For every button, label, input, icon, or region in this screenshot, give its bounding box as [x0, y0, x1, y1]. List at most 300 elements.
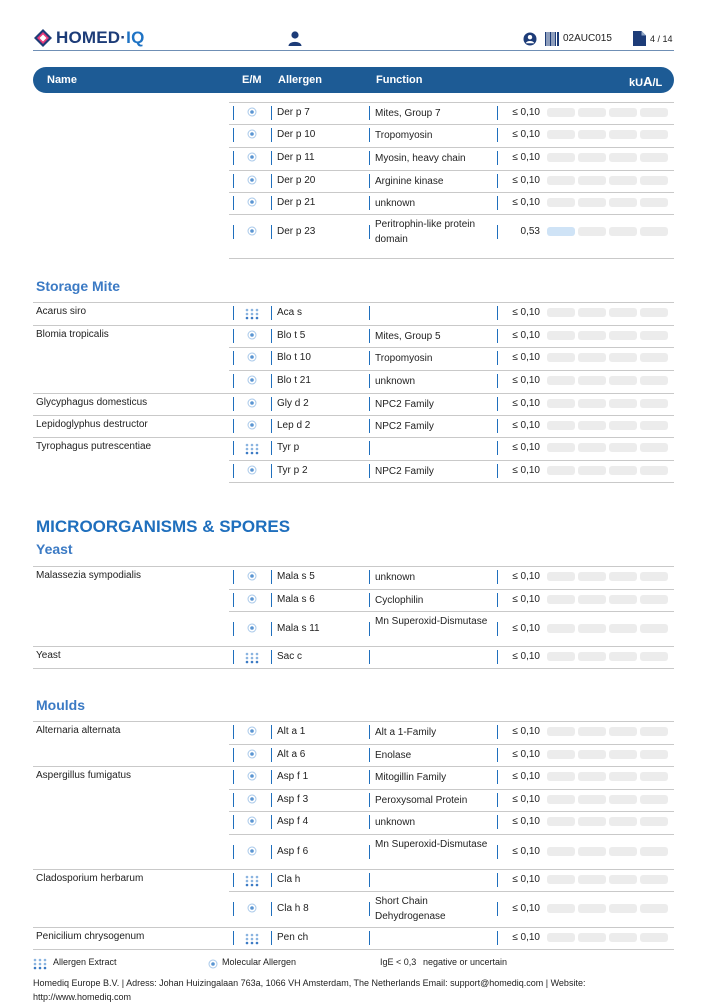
molecular-allergen-icon [247, 352, 257, 362]
row-divider [229, 347, 674, 348]
ige-value: ≤ 0,10 [512, 651, 540, 662]
patient-id: 02AUC015 [563, 33, 612, 44]
level-box [547, 153, 575, 162]
ige-value: ≤ 0,10 [512, 623, 540, 634]
group-end-divider [229, 482, 674, 483]
table-row [0, 192, 707, 214]
allergen-function: unknown [375, 198, 416, 209]
cell-divider [369, 419, 370, 433]
cell-divider [271, 397, 272, 411]
level-indicator [547, 353, 668, 362]
allergen-function: NPC2 Family [375, 421, 434, 432]
col-name: Name [47, 74, 77, 86]
molecular-allergen-icon [247, 398, 257, 408]
cell-divider [233, 225, 234, 239]
ige-value: ≤ 0,10 [512, 749, 540, 760]
level-indicator [547, 795, 668, 804]
level-box [547, 399, 575, 408]
level-box [578, 466, 606, 475]
allergen-code: Cla h [277, 874, 301, 885]
level-box [547, 308, 575, 317]
allergen-code: Aca s [277, 307, 303, 318]
cell-divider [271, 351, 272, 365]
table-row [0, 437, 707, 459]
column-header-bar [33, 67, 674, 93]
level-indicator [547, 933, 668, 942]
level-indicator [547, 624, 668, 633]
row-divider [33, 415, 674, 416]
cell-divider [233, 902, 234, 916]
level-indicator [547, 595, 668, 604]
ige-value: 0,53 [520, 226, 540, 237]
row-divider [229, 214, 674, 215]
level-indicator [547, 376, 668, 385]
cell-divider [233, 815, 234, 829]
allergen-function: unknown [375, 376, 416, 387]
level-box [609, 817, 637, 826]
table-row [0, 370, 707, 392]
row-divider [229, 124, 674, 125]
level-box [640, 421, 668, 430]
logo-mark-icon [33, 28, 53, 48]
molecular-allergen-icon [247, 571, 257, 581]
level-box [578, 153, 606, 162]
level-box [578, 624, 606, 633]
level-box [578, 399, 606, 408]
molecular-allergen-icon [247, 794, 257, 804]
allergen-function: Mn Superoxid-Dismutase [375, 616, 488, 627]
level-indicator [547, 750, 668, 759]
group-end-divider [33, 668, 674, 669]
level-box [547, 727, 575, 736]
level-box [609, 933, 637, 942]
cell-divider [369, 464, 370, 478]
allergen-code: Mala s 11 [277, 623, 320, 634]
cell-divider [369, 106, 370, 120]
level-box [640, 817, 668, 826]
table-row [0, 415, 707, 437]
cell-divider [271, 151, 272, 165]
level-box [547, 772, 575, 781]
cell-divider [271, 593, 272, 607]
homediq-logo [33, 28, 145, 48]
cell-divider [271, 931, 272, 945]
molecular-allergen-icon [247, 420, 257, 430]
level-box [609, 875, 637, 884]
level-box [609, 308, 637, 317]
table-row [0, 811, 707, 833]
level-box [547, 652, 575, 661]
level-indicator [547, 466, 668, 475]
allergen-function: Arginine kinase [375, 176, 444, 187]
row-divider [229, 370, 674, 371]
level-box [640, 466, 668, 475]
ige-value: ≤ 0,10 [512, 307, 540, 318]
cell-divider [271, 793, 272, 807]
level-indicator [547, 421, 668, 430]
molecular-allergen-icon [247, 771, 257, 781]
row-divider [229, 102, 674, 103]
molecular-allergen-icon [247, 330, 257, 340]
level-box [547, 933, 575, 942]
level-box [609, 227, 637, 236]
row-divider [33, 566, 674, 567]
level-indicator [547, 153, 668, 162]
allergen-code: Der p 11 [277, 152, 315, 163]
source-name: Yeast [36, 650, 61, 661]
table-row [0, 325, 707, 347]
allergen-function: Tropomyosin [375, 353, 433, 364]
row-divider [229, 744, 674, 745]
cell-divider [233, 196, 234, 210]
molecular-allergen-icon [247, 226, 257, 236]
level-box [640, 176, 668, 185]
level-box [578, 875, 606, 884]
level-box [640, 198, 668, 207]
legend-negative: negative or uncertain [423, 957, 508, 967]
level-indicator [547, 847, 668, 856]
level-box [609, 353, 637, 362]
level-box [640, 331, 668, 340]
level-box [640, 572, 668, 581]
ige-value: ≤ 0,10 [512, 816, 540, 827]
table-row [0, 589, 707, 611]
allergen-extract-icon [245, 933, 259, 945]
cell-divider [233, 650, 234, 664]
cell-divider [369, 622, 370, 636]
ige-value: ≤ 0,10 [512, 197, 540, 208]
table-row [0, 611, 707, 647]
level-indicator [547, 904, 668, 913]
ige-value: ≤ 0,10 [512, 175, 540, 186]
ige-value: ≤ 0,10 [512, 107, 540, 118]
molecular-allergen-icon [247, 816, 257, 826]
level-box [578, 376, 606, 385]
cell-divider [271, 225, 272, 239]
allergen-function: unknown [375, 817, 416, 828]
allergen-function: Enolase [375, 750, 412, 761]
source-name: Acarus siro [36, 306, 87, 317]
level-box [640, 727, 668, 736]
level-indicator [547, 399, 668, 408]
level-box [578, 130, 606, 139]
cell-divider [271, 748, 272, 762]
level-indicator [547, 817, 668, 826]
allergen-code: Gly d 2 [277, 398, 309, 409]
allergen-code: Cla h 8 [277, 903, 309, 914]
ige-value: ≤ 0,10 [512, 903, 540, 914]
cell-divider [369, 374, 370, 388]
allergen-function: Cyclophilin [375, 595, 424, 606]
level-box [609, 624, 637, 633]
level-box [578, 176, 606, 185]
level-box [640, 624, 668, 633]
level-box [609, 595, 637, 604]
page-footer: Homediq Europe B.V. | Adress: Johan Huizingalaan 763a, 1066 VH Amsterdam, The Netherlands Email: support@homediq.com | Website: http://www.homediq.com [33, 978, 586, 1002]
ige-value: ≤ 0,10 [512, 465, 540, 476]
row-divider [33, 393, 674, 394]
level-box [640, 875, 668, 884]
level-box [609, 176, 637, 185]
level-box [547, 130, 575, 139]
source-name: Blomia tropicalis [36, 329, 109, 340]
cell-divider [369, 793, 370, 807]
cell-divider [233, 351, 234, 365]
cell-divider [271, 306, 272, 320]
level-indicator [547, 176, 668, 185]
table-row [0, 646, 707, 668]
row-divider [33, 721, 674, 722]
legend-extract: Allergen Extract [53, 957, 117, 967]
cell-divider [271, 902, 272, 916]
allergen-function: Myosin, heavy chain [375, 153, 466, 164]
level-box [578, 652, 606, 661]
level-box [547, 227, 575, 236]
level-indicator [547, 443, 668, 452]
source-name: Aspergillus fumigatus [36, 770, 132, 781]
level-box [547, 466, 575, 475]
row-divider [229, 147, 674, 148]
cell-divider [233, 725, 234, 739]
level-box [640, 750, 668, 759]
row-divider [33, 646, 674, 647]
level-box [578, 817, 606, 826]
allergen-code: Mala s 5 [277, 571, 315, 582]
level-box [547, 795, 575, 804]
row-divider [33, 927, 674, 928]
cell-divider [271, 419, 272, 433]
ige-value: ≤ 0,10 [512, 571, 540, 582]
level-box [609, 772, 637, 781]
user-icon [288, 31, 302, 46]
molecular-allergen-icon [247, 594, 257, 604]
table-row [0, 124, 707, 146]
level-indicator [547, 331, 668, 340]
col-em: E/M [242, 74, 262, 86]
row-divider [229, 170, 674, 171]
level-box [609, 847, 637, 856]
row-divider [33, 437, 674, 438]
allergen-code: Der p 20 [277, 175, 316, 186]
cell-divider [271, 128, 272, 142]
table-row [0, 566, 707, 588]
allergen-code: Der p 10 [277, 129, 316, 140]
level-indicator [547, 572, 668, 581]
level-box [578, 353, 606, 362]
cell-divider [233, 770, 234, 784]
level-box [609, 130, 637, 139]
allergen-function: Peritrophin-like protein domain [375, 219, 476, 245]
molecular-allergen-icon [247, 129, 257, 139]
level-box [640, 153, 668, 162]
level-box [547, 817, 575, 826]
table-row [0, 302, 707, 324]
section-storage-mite: Storage Mite [36, 278, 121, 294]
molecular-allergen-icon [247, 375, 257, 385]
logo-text-iq: IQ [126, 28, 145, 47]
cell-divider [233, 151, 234, 165]
ige-value: ≤ 0,10 [512, 846, 540, 857]
allergen-code: Alt a 1 [277, 726, 306, 737]
level-box [578, 795, 606, 804]
ige-value: ≤ 0,10 [512, 352, 540, 363]
cell-divider [233, 397, 234, 411]
level-box [640, 795, 668, 804]
level-box [578, 308, 606, 317]
molecular-allergen-icon [247, 749, 257, 759]
account-circle-icon [523, 32, 537, 46]
level-box [547, 176, 575, 185]
level-box [640, 353, 668, 362]
level-box [640, 933, 668, 942]
allergen-code: Alt a 6 [277, 749, 306, 760]
cell-divider [233, 931, 234, 945]
cell-divider [271, 650, 272, 664]
source-name: Tyrophagus putrescentiae [36, 441, 152, 452]
cell-divider [369, 725, 370, 739]
cell-divider [271, 873, 272, 887]
cell-divider [369, 196, 370, 210]
allergen-function: NPC2 Family [375, 466, 434, 477]
cell-divider [233, 622, 234, 636]
page-header [0, 0, 707, 50]
cell-divider [271, 770, 272, 784]
row-divider [229, 611, 674, 612]
ige-value: ≤ 0,10 [512, 932, 540, 943]
cell-divider [233, 128, 234, 142]
cell-divider [369, 815, 370, 829]
molecular-allergen-icon [247, 846, 257, 856]
cell-divider [271, 725, 272, 739]
cell-divider [233, 329, 234, 343]
cell-divider [271, 622, 272, 636]
allergen-function: Tropomyosin [375, 130, 433, 141]
cell-divider [233, 106, 234, 120]
cell-divider [369, 174, 370, 188]
ige-value: ≤ 0,10 [512, 771, 540, 782]
ige-value: ≤ 0,10 [512, 794, 540, 805]
level-box [609, 652, 637, 661]
page-number: 4 / 14 [650, 34, 673, 44]
source-name: Glycyphagus domesticus [36, 397, 148, 408]
row-divider [33, 869, 674, 870]
level-box [609, 108, 637, 117]
cell-divider [271, 845, 272, 859]
row-divider [229, 192, 674, 193]
ige-value: ≤ 0,10 [512, 152, 540, 163]
source-name: Penicilium chrysogenum [36, 931, 145, 942]
section-moulds: Moulds [36, 697, 85, 713]
cell-divider [369, 351, 370, 365]
row-divider [229, 811, 674, 812]
level-box [578, 595, 606, 604]
allergen-code: Der p 7 [277, 107, 310, 118]
allergen-code: Blo t 21 [277, 375, 311, 386]
level-box [609, 331, 637, 340]
level-box [640, 130, 668, 139]
allergen-code: Asp f 3 [277, 794, 309, 805]
level-box [547, 875, 575, 884]
row-divider [229, 834, 674, 835]
cell-divider [233, 441, 234, 455]
level-indicator [547, 727, 668, 736]
level-indicator [547, 227, 668, 236]
level-box [578, 750, 606, 759]
cell-divider [271, 464, 272, 478]
ige-value: ≤ 0,10 [512, 375, 540, 386]
level-box [640, 772, 668, 781]
level-box [578, 572, 606, 581]
level-box [640, 904, 668, 913]
source-name: Lepidoglyphus destructor [36, 419, 148, 430]
level-indicator [547, 875, 668, 884]
level-box [609, 466, 637, 475]
cell-divider [369, 151, 370, 165]
allergen-function: Mitogillin Family [375, 772, 447, 783]
level-box [578, 108, 606, 117]
level-box [609, 443, 637, 452]
cell-divider [271, 106, 272, 120]
allergen-extract-icon [33, 958, 47, 970]
level-box [578, 227, 606, 236]
level-box [578, 421, 606, 430]
level-box [578, 772, 606, 781]
level-box [640, 108, 668, 117]
cell-divider [233, 793, 234, 807]
level-box [640, 399, 668, 408]
level-box [609, 572, 637, 581]
cell-divider [233, 593, 234, 607]
source-name: Alternaria alternata [36, 725, 121, 736]
table-row [0, 891, 707, 927]
cell-divider [271, 815, 272, 829]
allergen-code: Der p 21 [277, 197, 316, 208]
allergen-code: Asp f 6 [277, 846, 309, 857]
section-yeast: Yeast [36, 541, 73, 557]
molecular-allergen-icon [247, 726, 257, 736]
cell-divider [369, 902, 370, 916]
cell-divider [369, 397, 370, 411]
level-indicator [547, 108, 668, 117]
legend-ige-threshold: IgE < 0,3 [380, 957, 417, 967]
level-box [547, 847, 575, 856]
allergen-extract-icon [245, 443, 259, 455]
row-divider [33, 325, 674, 326]
level-box [547, 353, 575, 362]
table-row [0, 147, 707, 169]
allergen-code: Pen ch [277, 932, 309, 943]
allergen-function: Peroxysomal Protein [375, 795, 468, 806]
table-row [0, 766, 707, 788]
cell-divider [369, 306, 370, 320]
document-icon [633, 31, 646, 46]
level-indicator [547, 772, 668, 781]
cell-divider [369, 570, 370, 584]
level-box [547, 376, 575, 385]
allergen-code: Tyr p [277, 442, 300, 453]
cell-divider [233, 464, 234, 478]
cell-divider [369, 931, 370, 945]
group-end-divider [229, 258, 674, 259]
level-box [547, 108, 575, 117]
cell-divider [369, 441, 370, 455]
level-box [547, 595, 575, 604]
table-row [0, 789, 707, 811]
allergen-function: Short Chain Dehydrogenase [375, 896, 446, 922]
cell-divider [271, 329, 272, 343]
level-box [578, 443, 606, 452]
level-box [578, 847, 606, 856]
